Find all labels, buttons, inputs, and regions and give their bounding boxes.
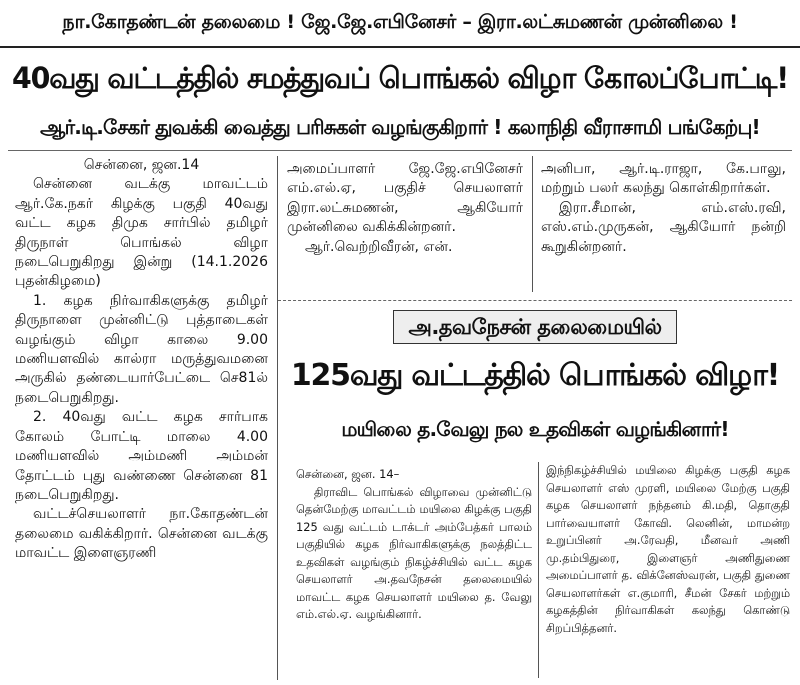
article2-subheadline-text: மயிலை த.வேலு நல உதவிகள் வழங்கினார்! <box>341 416 729 441</box>
article1-paragraph: ஆர்.வெற்றிவீரன், என். <box>305 238 453 255</box>
article1-paragraph: அமைப்பாளர் ஜே.ஜே.எபினேசர் எம்.எல்.ஏ, பகுதிச் செயலாளர் இரா.லட்சுமணன், ஆகியோர் முன்னிலை வகிக்கின்றனர். <box>287 161 523 236</box>
article1-paragraph: அனிபா, ஆர்.டி.ராஜா, கே.பாலு, மற்றும் பலர் கலந்து கொள்கிறார்கள். <box>541 161 786 197</box>
article2-paragraph: திராவிட பொங்கல் விழாவை முன்னிட்டு தென்மேற்கு மாவட்டம் மயிலை கிழக்கு பகுதி 125 வது வட்டம் டாக்டர் அம்பேத்கர் பாலம் பகுதியில் கழக நிர்வாகிகளுக்கு நலத்திட்ட உதவிகள் வழங்கும் நிகழ்ச்சியில் வட்ட கழக செயலாளர் அ.தவநேசன் தலைமையில் மாவட்ட கழக செயலாளர் மயிலை த. வேலு எம்.எல்.ஏ. வழங்கினார். <box>296 484 532 621</box>
article2-kicker <box>278 310 792 344</box>
article1-paragraph: இரா.சீமான், எம்.எஸ்.ரவி, எஸ்.எம்.முருகன், ஆகியோர் நன்றி கூறுகின்றனர். <box>541 199 786 255</box>
article2-column-2 <box>546 462 790 678</box>
article2-headline-text: 125வது வட்டத்தில் பொங்கல் விழா! <box>290 357 780 393</box>
article1-column-3 <box>541 160 786 290</box>
article2-subheadline <box>278 412 792 448</box>
article1-headline <box>8 54 792 106</box>
article1-dateline: சென்னை, ஜன.14 <box>83 157 200 173</box>
article2-kicker-text: அ.தவநேசன் தலைமையில் <box>393 310 676 344</box>
article1-subheadline <box>0 110 800 146</box>
top-banner-text: நா.கோதண்டன் தலைமை ! ஜே.ஜே.எபினேசர் – இரா.லட்சுமணன் முன்னிலை ! <box>62 10 738 33</box>
article1-headline-text: 40வது வட்டத்தில் சமத்துவப் பொங்கல் விழா கோலப்போட்டி! <box>12 61 788 95</box>
article2-headline <box>278 352 792 402</box>
top-banner <box>0 0 800 48</box>
top-divider <box>8 150 792 151</box>
article1-paragraph: 1. கழக நிர்வாகிகளுக்கு தமிழர் திருநாளை முன்னிட்டு புத்தாடைகள் வழங்கும் விழா காலை 9.00 மணியளவில் கால்ரா மருத்துவமனை அருகில் தண்டையார்பேட்டை செ81ல் நடைபெறுகிறது. <box>15 292 268 406</box>
article1-paragraph: 2. 40வது வட்ட கழக சார்பாக கோலம் போட்டி மாலை 4.00 மணியளவில் அம்மணி அம்மன் தோட்டம் புது வண்ணை சென்னை 81 நடைபெறுகிறது. <box>15 409 268 503</box>
article2-dateline: சென்னை, ஜன. 14– <box>296 467 400 481</box>
article1-paragraph: வட்டச்செயலாளர் நா.கோதண்டன் தலைமை வகிக்கிறார். சென்னை வடக்கு மாவட்ட இளைஞரணி <box>15 506 268 562</box>
article1-paragraph: சென்னை வடக்கு மாவட்டம் ஆர்.கே.நகர் கிழக்கு பகுதி 40வது வட்ட கழக திமுக சார்பில் தமிழர் திருநாள் பொங்கல் விழா நடைபெறுகிறது இன்று (14.1.2026 புதன்கிழமை) <box>15 176 268 290</box>
column-rule <box>532 156 533 292</box>
column-rule <box>538 462 539 678</box>
article2-column-1 <box>296 466 532 678</box>
article1-subheadline-text: ஆர்.டி.சேகர் துவக்கி வைத்து பரிசுகள் வழங்குகிறார் ! கலாநிதி வீராசாமி பங்கேற்பு! <box>40 114 760 139</box>
article2-paragraph: இந்நிகழ்ச்சியில் மயிலை கிழக்கு பகுதி கழக செயலாளர் எஸ் முரளி, மயிலை மேற்கு பகுதி கழக செயலாளர் நந்தனம் கி.மதி, தொகுதி பார்வையாளர் கோவி. லெனின், மாமன்ற உறுப்பினர் அ.ரேவதி, மீனவர் அணி மு.தம்பிதுரை, இளைஞர் அணிதுணை அமைப்பாளர் த. விக்னேஸ்வரன், பகுதி துணை செயலாளர்கள் எ.குமாரி, சீமன் சேகர் மற்றும் கழகத்தின் நிர்வாகிகள் கலந்து கொண்டு சிறப்பித்தனர். <box>546 463 790 635</box>
article1-column-2 <box>287 160 523 290</box>
article1-column-1 <box>15 156 268 681</box>
